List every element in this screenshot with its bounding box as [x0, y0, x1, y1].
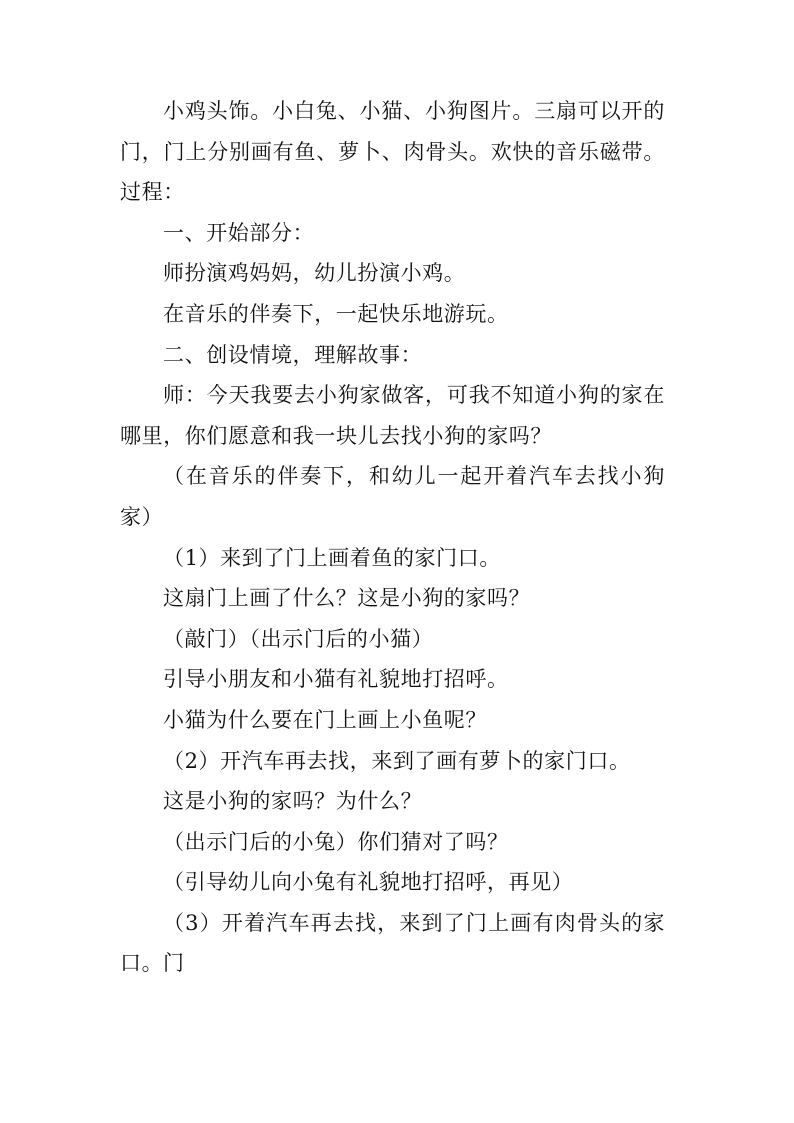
section-heading-part-one: 一、开始部分： [163, 220, 315, 245]
section-heading-part-two: 二、创设情境，理解故事： [163, 342, 423, 367]
question-door-drawing: 这扇门上画了什么？这是小狗的家吗？ [163, 586, 531, 611]
step-three-line-1: （3）开着汽车再去找，来到了门上画有肉骨头的家门 [163, 910, 665, 976]
document-body [120, 91, 665, 984]
action-knock-cat: （敲门）（出示门后的小猫） [163, 626, 434, 651]
step-one: （1）来到了门上画着鱼的家门口。 [163, 545, 501, 570]
paragraph-roles: 师扮演鸡妈妈，幼儿扮演小鸡。 [163, 261, 466, 286]
question-fish: 小猫为什么要在门上画上小鱼呢？ [163, 707, 487, 732]
action-show-rabbit: （出示门后的小兔）你们猜对了吗？ [163, 829, 509, 854]
step-two: （2）开汽车再去找，来到了画有萝卜的家门口。 [163, 748, 631, 773]
greet-rabbit: （引导幼儿向小兔有礼貌地打招呼，再见） [163, 870, 574, 895]
paragraph-materials-line-1: 小鸡头饰。小白兔、小猫、小狗图片。三扇可以开的 [163, 99, 665, 123]
paragraph-teacher-line-2: 哪里，你们愿意和我一块儿去找小狗的家吗？ [120, 423, 552, 448]
section-heading-process: 过程： [120, 180, 185, 205]
paragraph-drive-line-2: 家） [120, 504, 164, 529]
step-three-line-2: 口。 [120, 951, 164, 976]
question-dog-home: 这是小狗的家吗？为什么？ [163, 789, 423, 814]
paragraph-materials-line-2: 门，门上分别画有鱼、萝卜、肉骨头。欢快的音乐磁带。 [120, 139, 665, 164]
paragraph-music-play: 在音乐的伴奏下，一起快乐地游玩。 [163, 301, 509, 326]
greet-cat: 引导小朋友和小猫有礼貌地打招呼。 [163, 667, 509, 692]
paragraph-teacher-line-1: 师：今天我要去小狗家做客，可我不知道小狗的家在 [163, 383, 665, 408]
paragraph-drive-line-1: （在音乐的伴奏下，和幼儿一起开着汽车去找小狗 [163, 464, 665, 489]
